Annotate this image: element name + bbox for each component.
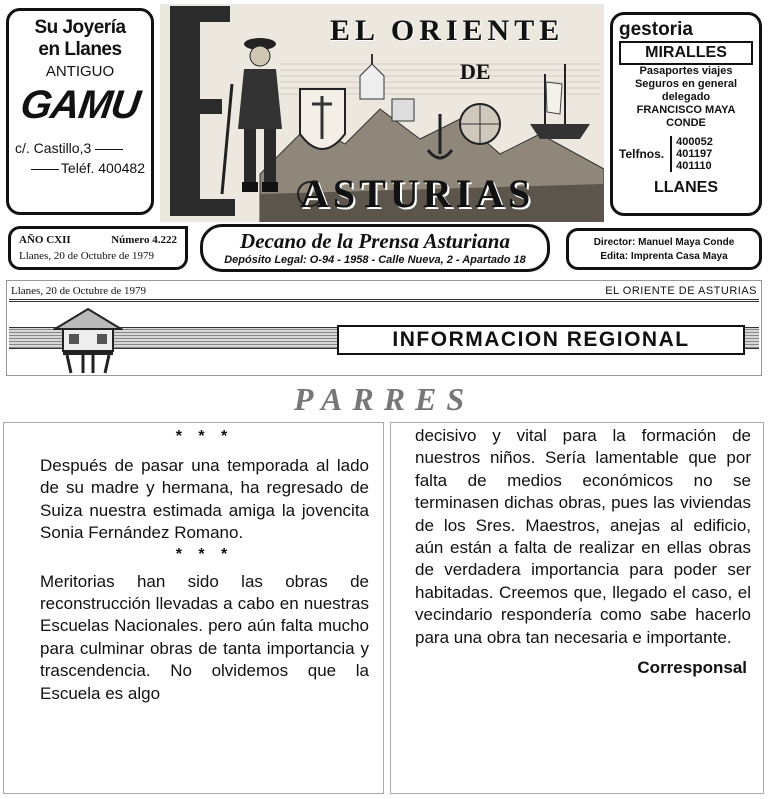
motto-box bbox=[200, 224, 550, 272]
horreo-icon bbox=[53, 305, 123, 375]
masthead-title-mid: DE bbox=[460, 59, 491, 84]
issue-info-box bbox=[8, 226, 188, 270]
ad-left-address: c/. Castillo,3 bbox=[15, 139, 145, 157]
jewelry-advertisement bbox=[6, 8, 154, 215]
ad-right-line7: CONDE bbox=[666, 117, 706, 129]
ad-left-brand: GAMU bbox=[17, 83, 143, 127]
separator-stars-1: * * * bbox=[175, 428, 234, 445]
ad-right-tel-label: Telfnos. bbox=[619, 147, 665, 161]
gestoria-advertisement bbox=[610, 12, 762, 216]
ad-left-line3: ANTIGUO bbox=[45, 63, 115, 80]
ad-left-line2: en Llanes bbox=[38, 39, 122, 60]
ad-right-phone-list bbox=[670, 136, 713, 172]
ad-right-phone-2: 401197 bbox=[676, 148, 713, 160]
section-label: INFORMACION REGIONAL bbox=[337, 325, 745, 355]
article-left-column bbox=[3, 422, 384, 794]
issue-dateline: Llanes, 20 de Octubre de 1979 bbox=[19, 250, 155, 262]
ad-right-phone-3: 401110 bbox=[676, 160, 712, 172]
right-paragraph-1: decisivo y vital para la formación de nuestros niños. Sería lamentable que por falta de medios económicos no se terminasen dichas obras, pues las viviendas de los Sres. Maestros, anejas al edificio, aún están a falta de realizar en ellas obras de verdadera importancia para poder ser habitadas. Creemos que, llegado el caso, el vecindario respondería como sabe hacerlo para una obra tan necesaria e importante. bbox=[415, 426, 751, 647]
left-paragraph-2: Meritorias han sido las obras de reconstrucción llevadas a cabo en nuestras Escuelas Nacionales. pero aún falta mucho para culminar obras de tanta importancia y trascendencia. No olvidemos que la Escuela es algo bbox=[40, 571, 369, 703]
ad-right-phones bbox=[619, 136, 753, 172]
separator-stars-2: * * * bbox=[175, 545, 234, 563]
ad-right-line4: Seguros en general bbox=[634, 78, 738, 90]
ad-right-line1: gestoria bbox=[619, 19, 693, 40]
section-paper-name: EL ORIENTE DE ASTURIAS bbox=[605, 285, 757, 297]
masthead-title-top: EL ORIENTE bbox=[330, 14, 565, 47]
ad-right-phone-1: 400052 bbox=[676, 136, 713, 148]
masthead-title-bottom: ASTURIAS bbox=[300, 171, 535, 216]
ad-right-brand: MIRALLES bbox=[619, 41, 753, 65]
masthead-title-illustration bbox=[160, 4, 604, 222]
editorial-info-box bbox=[566, 228, 762, 270]
motto-text: Decano de la Prensa Asturiana bbox=[240, 229, 510, 253]
ad-left-phone: Teléf. 400482 bbox=[15, 159, 145, 177]
ad-right-city: LLANES bbox=[654, 179, 718, 196]
ad-right-line5: delegado bbox=[661, 91, 711, 103]
section-dateline: Llanes, 20 de Octubre de 1979 bbox=[11, 285, 147, 297]
left-paragraph-1: Después de pasar una temporada al lado de su madre y hermana, ha regresado de Suiza nuestra estimada amiga la jovencita Sonia Fernández Romano. bbox=[40, 456, 369, 543]
issue-year: AÑO CXII bbox=[19, 234, 71, 246]
article-signature: Corresponsal bbox=[637, 658, 747, 678]
director-text: Director: Manuel Maya Conde bbox=[593, 237, 735, 248]
article-right-column bbox=[390, 422, 764, 794]
article-heading: PARRES bbox=[293, 381, 475, 417]
issue-number: Número 4.222 bbox=[111, 234, 177, 246]
legal-deposit-text: Depósito Legal: O-94 - 1958 - Calle Nueva, 2 - Apartado 18 bbox=[224, 254, 526, 266]
ad-left-line1: Su Joyería bbox=[34, 17, 126, 38]
ad-right-line6: FRANCISCO MAYA bbox=[636, 104, 736, 116]
ad-right-line3: Pasaportes viajes bbox=[639, 65, 733, 77]
section-header bbox=[6, 280, 762, 376]
publisher-text: Edita: Imprenta Casa Maya bbox=[600, 251, 728, 262]
masthead bbox=[0, 0, 768, 275]
